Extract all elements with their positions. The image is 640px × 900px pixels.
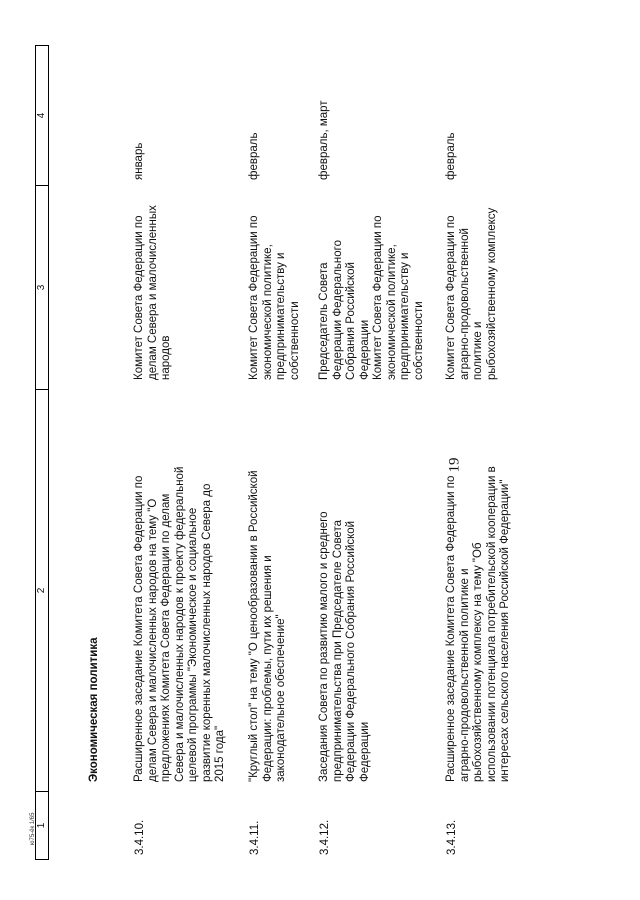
text-line: интересах сельского населения Российской Федерации"	[499, 479, 511, 782]
text-line: Собрания Российской	[345, 262, 357, 380]
text-line: предпринимательству и	[399, 252, 411, 380]
text-line: Федерации	[358, 721, 371, 782]
text-line: Председатель Совета	[318, 262, 330, 380]
document-code: ю75-ёк 1/65	[30, 812, 36, 845]
row-number: 3.4.12.	[319, 819, 331, 855]
date-text: февраль	[248, 132, 260, 180]
text-line: развитие коренных малочисленных народов Севера до	[200, 483, 213, 782]
table-header-row	[35, 45, 49, 860]
text-line: Федерации	[358, 319, 371, 380]
date-text: февраль, март	[318, 100, 330, 180]
header-col-4: 4	[36, 112, 47, 119]
text-line: рыбохозяйственному комплексу	[485, 207, 498, 380]
event-text	[248, 392, 289, 782]
responsible-text	[133, 190, 174, 380]
rotated-table	[35, 40, 555, 860]
page-number: 19	[446, 457, 463, 473]
header-divider	[36, 185, 48, 186]
text-line: собственности	[288, 301, 301, 380]
text-line: делам Севера и малочисленных	[146, 205, 159, 380]
text-line: рыбохозяйственному комплексу на тему "Об	[472, 542, 484, 782]
text-line: "Круглый стол" на тему "О ценообразовании в Российской	[248, 470, 260, 782]
text-line: аграрно-продовольственной политике и	[458, 568, 471, 782]
date-text: январь	[133, 142, 145, 180]
header-col-3: 3	[36, 284, 47, 291]
text-line: предпринимательства при Председателе Совета	[331, 520, 344, 782]
header-col-2: 2	[36, 587, 47, 594]
row-number: 3.4.10.	[134, 819, 146, 855]
header-divider	[36, 791, 48, 792]
row-number: 3.4.11.	[249, 820, 261, 855]
text-line: Комитет Совета Федерации по	[445, 215, 457, 380]
section-title: Экономическая политика	[88, 637, 100, 782]
text-line: аграрно-продовольственной	[458, 228, 471, 380]
text-line: Федерации Федерального Собрания Российской	[345, 520, 357, 782]
text-line: Расширенное заседание Комитета Совета Федерации по	[133, 475, 145, 782]
text-line: предложениях Комитета Совета Федерации по делам	[160, 493, 172, 782]
date-text: февраль	[445, 132, 457, 180]
responsible-text	[248, 190, 302, 380]
text-line: Комитет Совета Федерации по	[133, 215, 145, 380]
header-col-1: 1	[36, 822, 47, 829]
text-line: Комитет Совета Федерации по	[248, 215, 260, 380]
text-line: законодательное обеспечение"	[275, 614, 287, 782]
text-line: Федерации Федерального	[331, 240, 344, 380]
responsible-text	[445, 190, 499, 380]
text-line: народов	[160, 335, 172, 380]
text-line: политике и	[472, 321, 484, 380]
text-line: предпринимательству и	[275, 252, 287, 380]
header-divider	[36, 389, 48, 390]
text-line: Расширенное заседание Комитета Совета Федерации по	[445, 475, 457, 782]
text-line: 2015 года"	[214, 725, 226, 782]
text-line: Заседания Совета по развитию малого и среднего	[318, 511, 330, 782]
responsible-text	[318, 190, 426, 380]
text-line: собственности	[412, 301, 425, 380]
text-line: Комитет Совета Федерации по	[372, 215, 384, 380]
text-line: экономической политике,	[261, 244, 274, 380]
text-line: Севера и малочисленных народов к проекту федеральной	[173, 466, 186, 782]
event-text	[133, 392, 228, 782]
text-line: делам Севера и малочисленных народов на тему "О	[146, 498, 159, 782]
event-text	[318, 392, 372, 782]
text-line: экономической политике,	[385, 244, 398, 380]
event-text	[445, 392, 513, 782]
row-number: 3.4.13.	[446, 819, 458, 855]
text-line: использовании потенциала потребительской кооперации в	[485, 466, 498, 782]
text-line: Федерации: проблемы, пути их решения и	[261, 555, 274, 782]
text-line: целевой программы "Экономическое и социальное	[187, 507, 199, 782]
